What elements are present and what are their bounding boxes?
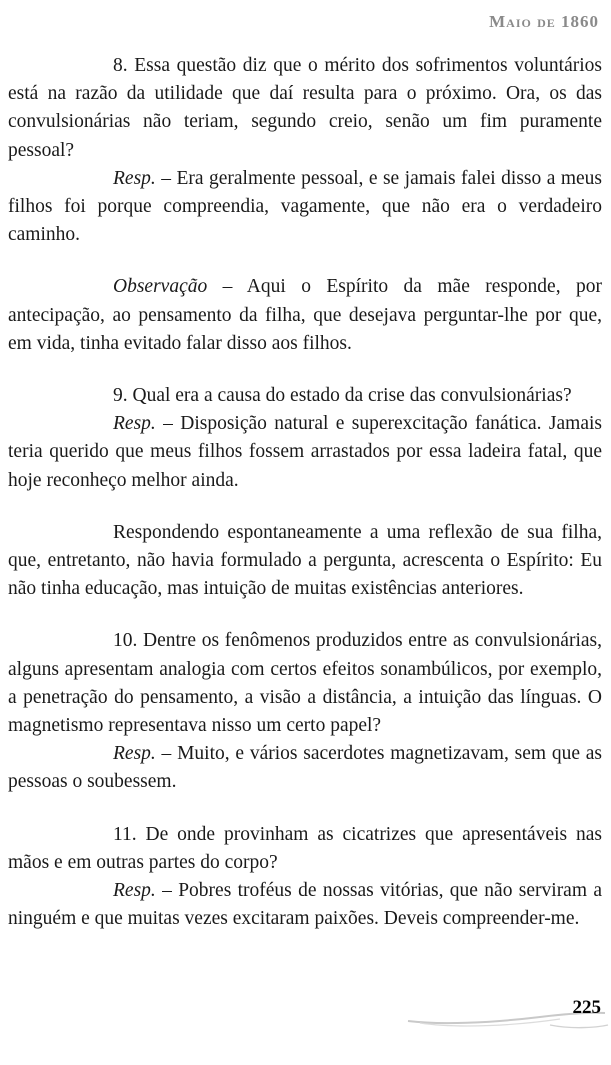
question-10: 10. Dentre os fenômenos produzidos entre as convulsionárias, alguns apresentam analogia com certos efeitos sonambúlicos, por exemplo, a penetração do pensamento, a visão a distância, a intuição das línguas. O magnetismo representava nisso um certo papel? <box>8 630 602 737</box>
question-9: 9. Qual era a causa do estado da crise das convulsionárias? <box>113 385 572 407</box>
resp-label: Resp. <box>113 880 156 902</box>
resp-label: Resp. <box>113 413 156 435</box>
answer-11 <box>8 877 602 933</box>
observation <box>8 273 602 358</box>
page-footer <box>400 995 611 1035</box>
page-body <box>8 52 602 933</box>
answer-text: – Disposição natural e superexcitação fanática. Jamais teria querido que meus filhos fossem arrastados por essa ladeira fatal, que hoje reconheço melhor ainda. <box>8 413 602 491</box>
running-header: Maio de 1860 <box>489 12 599 31</box>
answer-9 <box>8 410 602 495</box>
question-11: 11. De onde provinham as cicatrizes que apresentáveis nas mãos e em outras partes do corpo? <box>8 823 602 873</box>
resp-label: Resp. <box>113 743 156 765</box>
spirit-remark: Respondendo espontaneamente a uma reflexão de sua filha, que, entretanto, não havia formulado a pergunta, acrescenta o Espírito: Eu não tinha educação, mas intuição de muitas existências anteriores. <box>8 521 602 600</box>
question-8: 8. Essa questão diz que o mérito dos sofrimentos voluntários está na razão da utilidade que daí resulta para o próximo. Ora, os das convulsionárias não teriam, segundo creio, senão um fim puramente pessoal? <box>8 55 602 161</box>
page-number: 225 <box>572 997 601 1018</box>
answer-text: – Muito, e vários sacerdotes magnetizavam, sem que as pessoas o soubessem. <box>8 743 602 793</box>
answer-text: – Era geralmente pessoal, e se jamais falei disso a meus filhos foi porque compreendia, vagamente, que não era o verdadeiro caminho. <box>8 167 602 246</box>
resp-label: Resp. <box>113 167 156 189</box>
observation-text: – Aqui o Espírito da mãe responde, por antecipação, ao pensamento da filha, que desejava perguntar-lhe por que, em vida, tinha evitado falar disso aos filhos. <box>8 276 602 354</box>
answer-10 <box>8 740 602 796</box>
observation-label: Observação <box>113 276 208 298</box>
answer-8 <box>8 165 602 250</box>
answer-text: – Pobres troféus de nossas vitórias, que não serviram a ninguém e que muitas vezes excitaram paixões. Deveis compreender-me. <box>8 880 602 930</box>
